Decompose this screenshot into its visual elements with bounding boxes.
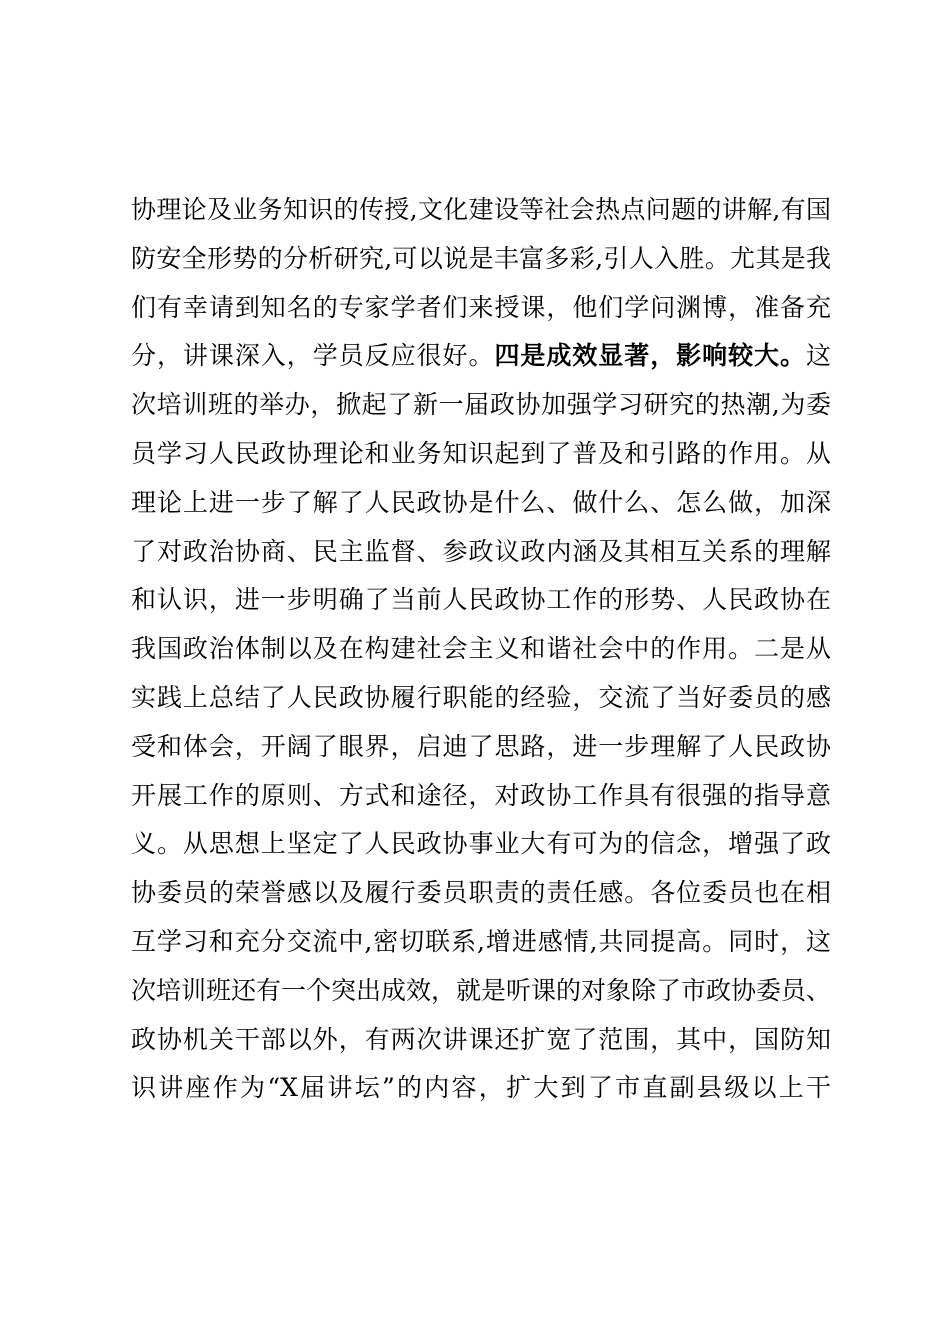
text-line [131,430,831,479]
body-text: 互学习和充分交流中,密切联系,增进感情,共同提高。同时，这 [131,926,831,956]
body-text: 了对政治协商、民主监督、参政议政内涵及其相互关系的理解 [131,536,831,566]
body-text: 这 [805,341,831,371]
body-text: 实践上总结了人民政协履行职能的经验，交流了当好委员的感 [131,682,831,712]
body-text: 防安全形势的分析研究,可以说是丰富多彩,引人入胜。尤其是我 [131,243,831,273]
body-text: 协理论及业务知识的传授,文化建设等社会热点问题的讲解,有国 [131,195,831,224]
body-text: 和认识，进一步明确了当前人民政协工作的形势、人民政协在 [131,585,831,615]
text-line [131,918,831,967]
body-text: 我国政治体制以及在构建社会主义和谐社会中的作用。二是从 [131,634,831,664]
text-line [131,528,831,577]
text-line [131,820,831,869]
text-line [131,674,831,723]
text-line [131,772,831,821]
text-line [131,186,831,235]
text-line [131,479,831,528]
text-line [131,576,831,625]
body-text: 协委员的荣誉感以及履行委员职责的责任感。各位委员也在相 [131,878,831,908]
body-text: 分，讲课深入，学员反应很好。 [131,341,495,371]
body-text: 员学习人民政协理论和业务知识起到了普及和引路的作用。从 [131,438,831,468]
body-paragraph [131,186,831,1113]
body-text: 们有幸请到知名的专家学者们来授课，他们学问渊博，准备充 [131,292,831,322]
body-text: 识讲座作为“X届讲坛”的内容，扩大到了市直副县级以上干 [131,1073,831,1103]
body-text: 理论上进一步了解了人民政协是什么、做什么、怎么做，加深 [131,487,831,517]
bold-heading-text: 四是成效显著，影响较大。 [494,341,806,371]
body-text: 开展工作的原则、方式和途径，对政协工作具有很强的指导意 [131,780,831,810]
text-line [131,967,831,1016]
text-line [131,869,831,918]
body-text: 义。从思想上坚定了人民政协事业大有可为的信念，增强了政 [131,829,831,859]
body-text: 次培训班还有一个突出成效，就是听课的对象除了市政协委员、 [131,975,832,1005]
text-line [131,1016,831,1065]
text-line [131,381,831,430]
text-line [131,723,831,772]
text-line [131,235,831,284]
text-line [131,625,831,674]
text-line [131,1064,831,1113]
body-text: 政协机关干部以外，有两次讲课还扩宽了范围，其中，国防知 [131,1024,831,1054]
text-line [131,332,831,381]
body-text: 次培训班的举办，掀起了新一届政协加强学习研究的热潮,为委 [131,390,831,420]
body-text: 受和体会，开阔了眼界，启迪了思路，进一步理解了人民政协 [131,731,831,761]
text-line [131,284,831,333]
